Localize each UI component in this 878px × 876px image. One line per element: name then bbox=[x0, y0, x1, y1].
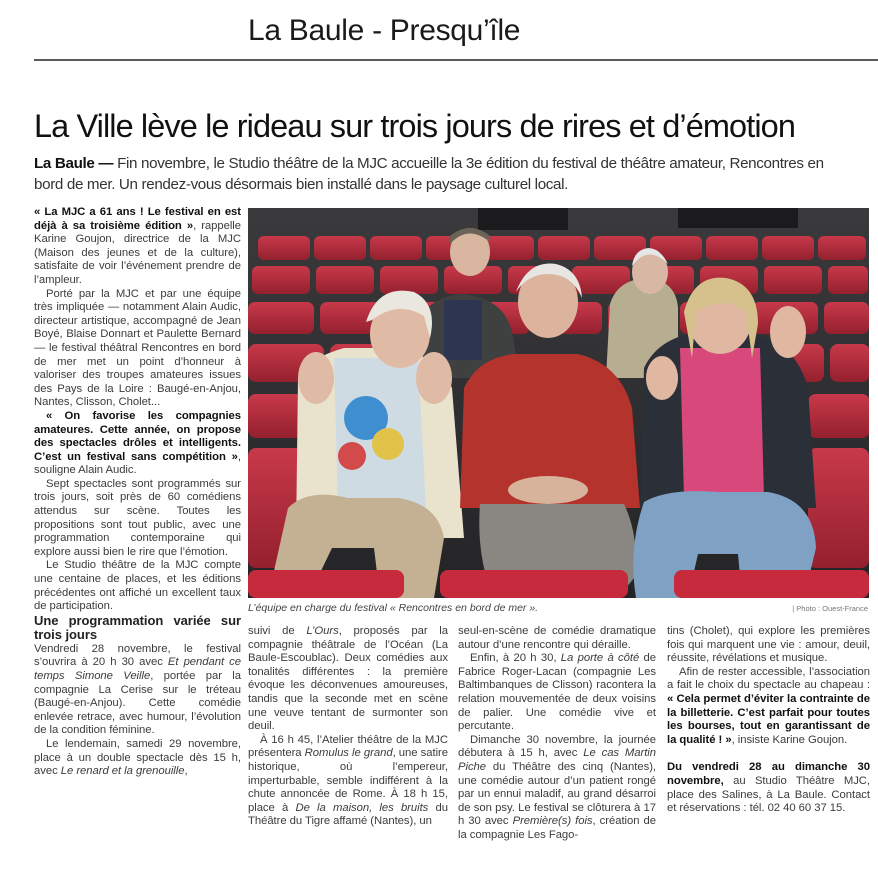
paragraph: seul-en-scène de comédie dramatique autour d’une rencontre qui déraille. bbox=[458, 625, 656, 651]
paragraph-text: Enfin, à 20 h 30, bbox=[470, 652, 561, 665]
paragraph: Sept spectacles sont programmés sur trois jours, soit près de 60 comédiens attendus sur scène. Toutes les propositions sont tout public, avec une programmation contemporaine qui explore aussi bien le rire que l’émotion. bbox=[34, 477, 241, 558]
show-title: Le cas Martin Piche bbox=[458, 747, 656, 773]
article-column-1 bbox=[34, 206, 241, 779]
paragraph-text: , souligne Alain Audic. bbox=[34, 450, 241, 477]
paragraph-text: Dimanche 30 novembre, la journée débutera à 15 h, avec bbox=[458, 733, 656, 760]
paragraph-text: Afin de rester accessible, l’association a fait le choix du spectacle au chapeau : bbox=[667, 665, 870, 692]
paragraph-text: de Fabrice Roger-Lacan (compagnie Les Baltimbanques de Clisson) racontera la relation mouvementée de deux voisins de palier. Une comédie vive et percutante. bbox=[458, 652, 656, 733]
dateline: La Baule — bbox=[34, 155, 114, 172]
show-title: De la maison, les bruits bbox=[295, 801, 429, 814]
article-column-4 bbox=[667, 625, 870, 816]
paragraph bbox=[458, 652, 656, 734]
show-title: L’Ours bbox=[306, 625, 339, 637]
photo-credit: | Photo : Ouest-France bbox=[792, 604, 868, 613]
quote: « On favorise les compagnies amateures. Cette année, on propose des spectacles drôles et intelligents. C’est un festival sans compétition » bbox=[34, 409, 241, 463]
paragraph-text: , proposés par la compagnie théâtrale de l’Océan (La Baule-Escoublac). Deux comédies aux tonalités différentes : la première évoque les déconvenues amoureuses, tandis que la seconde met en scène une veuve tentant de surmonter son deuil. bbox=[248, 625, 448, 733]
article-photo bbox=[248, 208, 869, 598]
show-title: Romulus le grand bbox=[304, 747, 393, 760]
headline: La Ville lève le rideau sur trois jours de rires et d’émotion bbox=[34, 108, 796, 144]
show-title: La porte à côté bbox=[560, 652, 640, 665]
paragraph: Porté par la MJC et par une équipe très impliquée — notamment Alain Audic, directeur artistique, accompagné de Jean Boyé, Blaise Donnart et Paulette Bernard — le festival théâtral Rencontres en bord de mer met un point d’honneur à valoriser des troupes amateures issues des Pays de la Loire : Baugé-en-Anjou, Nantes, Clisson, Cholet... bbox=[34, 287, 241, 409]
quote: « La MJC a 61 ans ! Le festival en est déjà à sa troisième édition » bbox=[34, 206, 241, 232]
paragraph-text: du Théâtre du Tigre affamé (Nantes), un bbox=[248, 801, 448, 828]
lede bbox=[34, 153, 824, 195]
show-title: Et pendant ce temps Simone Veille bbox=[34, 656, 241, 682]
paragraph-text: , portée par la compagnie La Cerise sur le tréteau (Baugé-en-Anjou). Cette comédie enlevée retrace, avec humour, l’évolution de la condition féminine. bbox=[34, 670, 241, 737]
paragraph-text: , création de la compagnie Les Fago- bbox=[458, 815, 656, 841]
paragraph bbox=[34, 410, 241, 478]
paragraph-text: , une satire historique, où l’empereur, imperturbable, semble indifférent à la chute annoncée de Rome. À 18 h 15, place à bbox=[248, 747, 448, 814]
paragraph bbox=[34, 206, 241, 288]
lede-text: Fin novembre, le Studio théâtre de la MJC accueille la 3e édition du festival de théâtre amateur, Rencontres en bord de mer. Un rendez-vous désormais bien installé dans le paysage culturel local. bbox=[34, 155, 824, 193]
paragraph-text: , insiste Karine Goujon. bbox=[731, 733, 848, 746]
venue-contact: au Studio Théâtre MJC, place des Salines, à La Baule. Contact et réservations : tél. 02 40 60 37 15. bbox=[667, 774, 870, 815]
paragraph bbox=[248, 734, 448, 829]
subheading: Une programmation variée sur trois jours bbox=[34, 612, 241, 643]
paragraph-text: , bbox=[184, 765, 188, 778]
paragraph-text: Le lendemain, samedi 29 novembre, place à un double spectacle dès 15 h, avec bbox=[34, 737, 241, 778]
article-column-3 bbox=[458, 625, 656, 843]
theatre-photo-illustration bbox=[248, 208, 869, 598]
article-column-2 bbox=[248, 625, 448, 829]
show-title: Première(s) fois bbox=[512, 815, 593, 828]
paragraph bbox=[34, 643, 241, 738]
front-seat-backs bbox=[248, 570, 869, 598]
paragraph-text: du Théâtre des cinq (Nantes), une comédie autour d’un patient rongé par un ennui maladif, au grand désarroi de son psy. Le festival se clôturera à 17 h 30 avec bbox=[458, 760, 656, 828]
paragraph: tins (Cholet), qui explore les premières fois qui marquent une vie : amour, deuil, réussite, révélations et musique. bbox=[667, 625, 870, 665]
paragraph bbox=[458, 734, 656, 843]
section-rule bbox=[34, 59, 878, 61]
event-dates: Du vendredi 28 au dimanche 30 novembre, bbox=[667, 761, 870, 787]
section-title: La Baule - Presqu’île bbox=[248, 14, 521, 47]
paragraph: Le Studio théâtre de la MJC compte une centaine de places, et les éditions précédentes ont affiché un excellent taux de participation. bbox=[34, 559, 241, 613]
photo-caption: L’équipe en charge du festival « Rencontres en bord de mer ». bbox=[248, 602, 539, 614]
paragraph-text: , rappelle Karine Goujon, directrice de la MJC (Maison des jeunes et de la culture), satisfaite de voir l’événement prendre de l’ampleur. bbox=[34, 219, 241, 286]
practical-info bbox=[667, 761, 870, 815]
show-title: Le renard et la grenouille bbox=[60, 765, 185, 778]
paragraph-text: suivi de bbox=[248, 625, 307, 637]
paragraph-text: À 16 h 45, l’Atelier théâtre de la MJC présentera bbox=[248, 733, 448, 760]
paragraph-text: Vendredi 28 novembre, le festival s’ouvrira à 20 h 30 avec bbox=[34, 642, 241, 669]
paragraph bbox=[34, 738, 241, 779]
paragraph bbox=[248, 625, 448, 734]
quote: « Cela permet d’éviter la contrainte de la billetterie. C’est parfait pour toutes les bourses, tout en garantissant de la qualité ! » bbox=[667, 692, 870, 746]
paragraph bbox=[667, 666, 870, 748]
